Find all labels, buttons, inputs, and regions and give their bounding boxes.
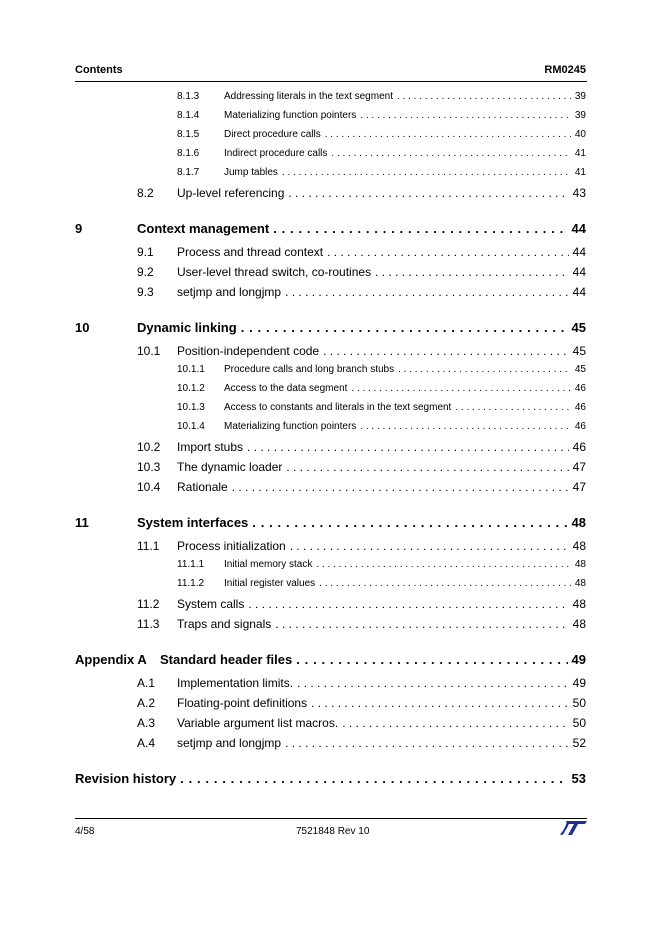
toc-entry-title: Import stubs (177, 440, 244, 454)
toc-leader-dots (331, 148, 570, 159)
toc-leader-dots (180, 771, 567, 786)
toc-entry[interactable] (75, 91, 586, 110)
toc-entry-title: Traps and signals (177, 617, 272, 631)
toc-entry-page: 45 (571, 320, 586, 335)
toc-entry-title: Materializing function pointers (224, 421, 357, 432)
toc-entry-title: Position-independent code (177, 344, 320, 358)
toc-entry-number: 9.3 (137, 285, 154, 299)
toc-entry[interactable] (75, 736, 586, 756)
toc-entry[interactable] (75, 421, 586, 440)
toc-leader-dots (285, 285, 569, 299)
toc-entry-title: Materializing function pointers (224, 110, 357, 121)
toc-entry-page: 46 (574, 421, 586, 432)
toc-entry-title: The dynamic loader (177, 460, 283, 474)
toc-entry-page: 45 (574, 364, 586, 375)
toc-entry-title: Up-level referencing (177, 186, 285, 200)
toc-entry[interactable] (75, 110, 586, 129)
toc-entry-number: 10.2 (137, 440, 161, 454)
toc-entry-page: 43 (572, 186, 586, 200)
toc-leader-dots (252, 515, 567, 530)
toc-entry-number: 11.1 (137, 539, 160, 553)
toc-entry-page: 48 (572, 617, 586, 631)
toc-leader-dots (248, 597, 568, 611)
toc-entry[interactable] (75, 129, 586, 148)
toc-leader-dots (327, 245, 569, 259)
toc-leader-dots (285, 736, 569, 750)
toc-leader-dots (286, 460, 568, 474)
toc-entry[interactable] (75, 597, 586, 617)
toc-entry-page: 50 (572, 716, 586, 730)
toc-leader-dots (273, 221, 567, 236)
toc-entry[interactable] (75, 617, 586, 637)
toc-entry-page: 52 (572, 736, 586, 750)
toc-entry[interactable] (75, 716, 586, 736)
toc-entry-number: 9.2 (137, 265, 154, 279)
toc-entry-page: 44 (572, 285, 586, 299)
toc-leader-dots (275, 617, 568, 631)
toc-entry-number: 9.1 (137, 245, 154, 259)
toc-entry-page: 46 (574, 383, 586, 394)
toc-entry-number: A.3 (137, 716, 156, 730)
toc-entry[interactable] (75, 676, 586, 696)
toc-entry-title: User-level thread switch, co-routines (177, 265, 372, 279)
footer-rule (75, 818, 587, 819)
toc-entry[interactable] (75, 559, 586, 578)
toc-entry[interactable] (75, 696, 586, 716)
toc-entry[interactable] (75, 539, 586, 559)
toc-entry[interactable] (75, 771, 586, 791)
toc-entry[interactable] (75, 364, 586, 383)
toc-entry-number: A.4 (137, 736, 156, 750)
toc-entry-page: 41 (574, 167, 586, 178)
toc-entry-number: 10.1.2 (177, 383, 205, 394)
toc-entry-number: 10 (75, 320, 90, 335)
toc-entry-title: setjmp and longjmp (177, 736, 282, 750)
toc-entry-title: System calls (177, 597, 245, 611)
toc-entry-number: A.1 (137, 676, 156, 690)
toc-entry-page: 49 (571, 652, 586, 667)
toc-leader-dots (311, 696, 569, 710)
toc-entry-number: 8.1.5 (177, 129, 200, 140)
toc-entry-title: Jump tables (224, 167, 278, 178)
toc-entry-number: 8.1.6 (177, 148, 200, 159)
toc-entry-title: Process and thread context (177, 245, 324, 259)
toc-entry[interactable] (75, 652, 586, 672)
toc-leader-dots (351, 383, 570, 394)
toc-leader-dots (323, 344, 569, 358)
toc-leader-dots (360, 421, 571, 432)
toc-entry[interactable] (75, 440, 586, 460)
toc-leader-dots (241, 320, 568, 335)
toc-leader-dots (232, 480, 569, 494)
st-logo-lettering: ST (574, 831, 576, 832)
toc-entry-page: 39 (574, 110, 586, 121)
toc-entry-page: 44 (571, 221, 586, 236)
toc-entry-number: 10.1.3 (177, 402, 205, 413)
toc-entry-title: Initial register values (224, 578, 316, 589)
toc-entry-title: Revision history (75, 771, 177, 786)
toc-leader-dots (319, 578, 571, 589)
toc-entry-page: 39 (574, 91, 586, 102)
toc-entry-number: 10.1 (137, 344, 161, 358)
toc-leader-dots (316, 559, 571, 570)
toc-entry-page: 48 (574, 559, 586, 570)
header-rule (75, 81, 587, 82)
toc-entry[interactable] (75, 578, 586, 597)
toc-entry-number: 11.2 (137, 597, 160, 611)
table-of-contents (75, 91, 586, 791)
toc-entry-number: Appendix A (75, 652, 147, 667)
toc-entry-page: 50 (572, 696, 586, 710)
toc-entry-title: Initial memory stack (224, 559, 313, 570)
footer-document-reference: 7521848 Rev 10 (296, 826, 370, 837)
toc-entry[interactable] (75, 344, 586, 364)
toc-entry-number: 10.3 (137, 460, 161, 474)
toc-entry-page: 53 (571, 771, 586, 786)
toc-entry-title: Procedure calls and long branch stubs (224, 364, 395, 375)
toc-entry[interactable] (75, 285, 586, 305)
toc-entry[interactable] (75, 245, 586, 265)
toc-entry-number: 10.1.4 (177, 421, 205, 432)
toc-entry-number: 11 (75, 515, 89, 530)
toc-entry[interactable] (75, 167, 586, 186)
toc-entry-page: 41 (574, 148, 586, 159)
toc-entry-number: 9 (75, 221, 83, 236)
toc-entry-page: 48 (572, 597, 586, 611)
header-document-id: RM0245 (544, 64, 586, 76)
toc-entry-number: 8.1.7 (177, 167, 200, 178)
toc-entry-title: Context management (137, 221, 270, 236)
toc-entry-number: 11.1.1 (177, 559, 205, 570)
toc-entry[interactable] (75, 515, 586, 535)
toc-entry-title: Access to constants and literals in the text segment (224, 402, 452, 413)
toc-entry-title: Process initialization (177, 539, 286, 553)
toc-entry-page: 46 (572, 440, 586, 454)
toc-entry-page: 45 (572, 344, 586, 358)
toc-leader-dots (397, 91, 571, 102)
toc-entry-title: Implementation limits. (177, 676, 294, 690)
toc-leader-dots (297, 676, 569, 690)
toc-entry-title: Floating-point definitions (177, 696, 308, 710)
toc-leader-dots (282, 167, 571, 178)
toc-leader-dots (288, 186, 568, 200)
toc-entry[interactable] (75, 480, 586, 500)
toc-entry-page: 48 (571, 515, 586, 530)
toc-leader-dots (375, 265, 569, 279)
toc-leader-dots (247, 440, 569, 454)
toc-entry-number: 8.1.4 (177, 110, 200, 121)
toc-leader-dots (296, 652, 567, 667)
toc-leader-dots (342, 716, 568, 730)
toc-entry-title: setjmp and longjmp (177, 285, 282, 299)
toc-leader-dots (325, 129, 571, 140)
toc-leader-dots (455, 402, 571, 413)
header-section-title: Contents (75, 64, 123, 76)
toc-entry[interactable] (75, 402, 586, 421)
toc-entry-number: 8.2 (137, 186, 154, 200)
toc-entry-title: Rationale (177, 480, 228, 494)
toc-entry-page: 48 (574, 578, 586, 589)
toc-entry-page: 49 (572, 676, 586, 690)
toc-entry-title: Access to the data segment (224, 383, 348, 394)
toc-entry-number: 11.1.2 (177, 578, 205, 589)
toc-leader-dots (398, 364, 571, 375)
toc-entry-page: 40 (574, 129, 586, 140)
toc-entry-number: 8.1.3 (177, 91, 200, 102)
toc-entry-number: 10.1.1 (177, 364, 205, 375)
toc-entry[interactable] (75, 148, 586, 167)
st-logo-icon (560, 820, 588, 836)
toc-entry-page: 44 (572, 245, 586, 259)
toc-entry[interactable] (75, 320, 586, 340)
toc-entry[interactable] (75, 186, 586, 206)
toc-entry[interactable] (75, 221, 586, 241)
toc-entry-number: 11.3 (137, 617, 160, 631)
toc-leader-dots (360, 110, 571, 121)
toc-entry-page: 47 (572, 480, 586, 494)
toc-entry-page: 44 (572, 265, 586, 279)
toc-entry-title: Dynamic linking (137, 320, 237, 335)
toc-entry-page: 46 (574, 402, 586, 413)
toc-entry[interactable] (75, 383, 586, 402)
toc-entry-page: 47 (572, 460, 586, 474)
toc-entry-title: System interfaces (137, 515, 249, 530)
toc-entry-title: Direct procedure calls (224, 129, 321, 140)
toc-entry-title: Indirect procedure calls (224, 148, 328, 159)
toc-entry-number: A.2 (137, 696, 156, 710)
toc-entry-title: Variable argument list macros. (177, 716, 339, 730)
footer-page-number: 4/58 (75, 826, 95, 837)
toc-entry-page: 48 (572, 539, 586, 553)
toc-entry[interactable] (75, 265, 586, 285)
toc-entry-title: Standard header files (160, 652, 293, 667)
toc-entry-title: Addressing literals in the text segment (224, 91, 393, 102)
toc-leader-dots (290, 539, 569, 553)
toc-entry[interactable] (75, 460, 586, 480)
toc-entry-number: 10.4 (137, 480, 161, 494)
